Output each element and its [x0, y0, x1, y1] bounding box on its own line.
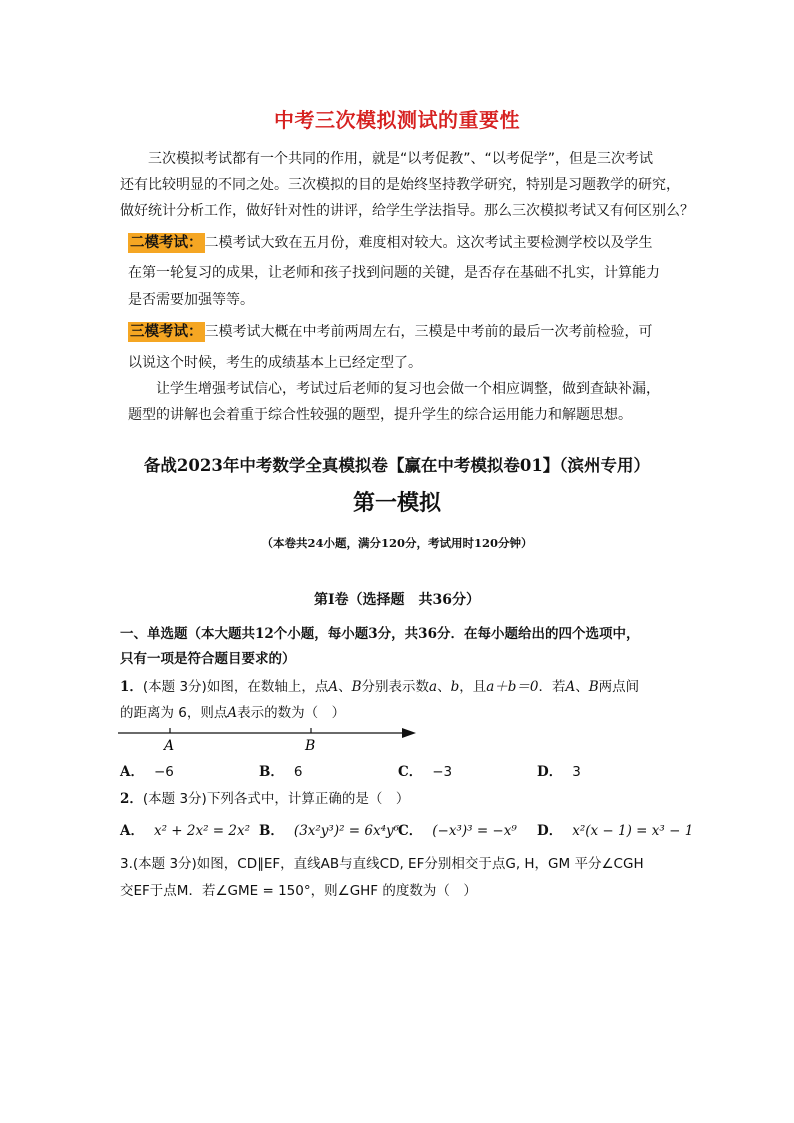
question-number: 2．: [120, 791, 143, 807]
intro-paragraph-line: 还有比较明显的不同之处。三次模拟的目的是始终坚持教学研究，特别是习题教学的研究，: [120, 177, 680, 193]
option-text: −3: [432, 764, 453, 780]
mock3-text: 三模考试大概在中考前两周左右，三模是中考前的最后一次考前检验，可: [204, 324, 653, 340]
question-text: 的距离为 6，则点: [120, 705, 228, 721]
section-heading: 只有一项是符合题目要求的）: [120, 651, 296, 667]
math-equation: a＋b＝0: [486, 679, 539, 695]
point-a-label: A: [164, 738, 175, 754]
section-heading: 一、单选题（本大题共12个小题，每小题3分，共36分．在每小题给出的四个选项中，: [120, 626, 640, 642]
option-text: 3: [572, 764, 581, 780]
option-c[interactable]: [398, 819, 517, 839]
mock2-paragraph-line: 在第一轮复习的成果，让老师和孩子找到问题的关键，是否存在基础不扎实，计算能力: [128, 265, 660, 281]
question-text: (本题 3分)下列各式中，计算正确的是（ ）: [142, 791, 410, 807]
option-label: A．: [120, 823, 144, 839]
mock3-tag: 三模考试：: [130, 324, 203, 340]
option-label: B．: [259, 764, 284, 780]
mock3-paragraph-line: [128, 320, 653, 341]
option-a[interactable]: [120, 819, 250, 839]
mock2-text: 二模考试大致在五月份，难度相对较大。这次考试主要检测学校以及学生: [204, 235, 653, 251]
option-a[interactable]: [120, 760, 174, 780]
math-var: A: [565, 679, 576, 695]
intro-title: 中考三次模拟测试的重要性: [274, 108, 520, 132]
question-text: (本题 3分)如图，在数轴上，点: [142, 679, 329, 695]
question-1-line-1: [120, 675, 639, 695]
axis-arrow-icon: [402, 728, 416, 738]
question-text: 、: [575, 679, 589, 695]
question-text: 分别表示数: [361, 679, 429, 695]
option-label: C．: [398, 823, 423, 839]
question-2: [120, 787, 409, 807]
question-text: 、: [338, 679, 352, 695]
mock2-paragraph-line: [128, 231, 653, 252]
option-c[interactable]: [398, 760, 452, 780]
math-var: A: [328, 679, 339, 695]
exam-big-title: 第一模拟: [352, 491, 441, 516]
exam-title: 备战2023年中考数学全真模拟卷【赢在中考模拟卷01】（滨州专用）: [143, 456, 651, 475]
option-b[interactable]: [259, 819, 399, 839]
question-text: ，且: [459, 679, 487, 695]
option-text: (−x³)³ = −x⁹: [432, 823, 517, 839]
question-3-line-2: 交EF于点M．若∠GME = 150°，则∠GHF 的度数为（ ）: [120, 883, 477, 899]
question-text: 两点间: [598, 679, 640, 695]
question-3-line-1: 3.(本题 3分)如图，CD∥EF，直线AB与直线CD, EF分别相交于点G, H，GM 平分∠CGH: [120, 856, 644, 872]
math-var: B: [351, 679, 362, 695]
intro-paragraph-line: 题型的讲解也会着重于综合性较强的题型，提升学生的综合运用能力和解题思想。: [128, 407, 632, 423]
math-var: A: [227, 705, 238, 721]
question-1-line-2: [120, 701, 345, 721]
option-text: x²(x − 1) = x³ − 1: [572, 823, 694, 839]
question-text: 、: [437, 679, 451, 695]
math-var: a: [429, 679, 438, 695]
option-b[interactable]: [259, 760, 303, 780]
number-line-figure: [118, 722, 423, 756]
mock2-paragraph-line: 是否需要加强等等。: [128, 292, 254, 308]
option-label: A．: [120, 764, 144, 780]
option-label: D．: [537, 764, 563, 780]
option-d[interactable]: [537, 760, 581, 780]
question-text: 表示的数为（ ）: [237, 705, 346, 721]
option-d[interactable]: [537, 819, 693, 839]
option-label: B．: [259, 823, 284, 839]
option-text: x² + 2x² = 2x²: [153, 823, 251, 839]
math-var: B: [588, 679, 599, 695]
volume-heading: 第Ⅰ卷（选择题 共36分）: [313, 592, 481, 608]
option-text: −6: [153, 764, 174, 780]
question-number: 1．: [120, 679, 143, 695]
point-b-label: B: [305, 738, 316, 754]
mock2-tag: 二模考试：: [130, 235, 203, 251]
intro-paragraph-line: 做好统计分析工作，做好针对性的讲评，给学生学法指导。那么三次模拟考试又有何区别么？: [120, 203, 694, 219]
exam-note: （本卷共24小题，满分120分，考试用时120分钟）: [261, 536, 533, 550]
intro-paragraph-line: 让学生增强考试信心，考试过后老师的复习也会做一个相应调整，做到查缺补漏，: [156, 381, 660, 397]
option-label: D．: [537, 823, 563, 839]
question-text: ．若: [538, 679, 566, 695]
option-text: 6: [293, 764, 303, 780]
option-text: (3x²y³)² = 6x⁴y⁶: [293, 823, 400, 839]
mock3-paragraph-line: 以说这个时候，考生的成绩基本上已经定型了。: [128, 355, 422, 371]
intro-paragraph-line: 三次模拟考试都有一个共同的作用，就是“以考促教”、“以考促学”，但是三次考试: [148, 151, 654, 167]
option-label: C．: [398, 764, 423, 780]
math-var: b: [450, 679, 460, 695]
